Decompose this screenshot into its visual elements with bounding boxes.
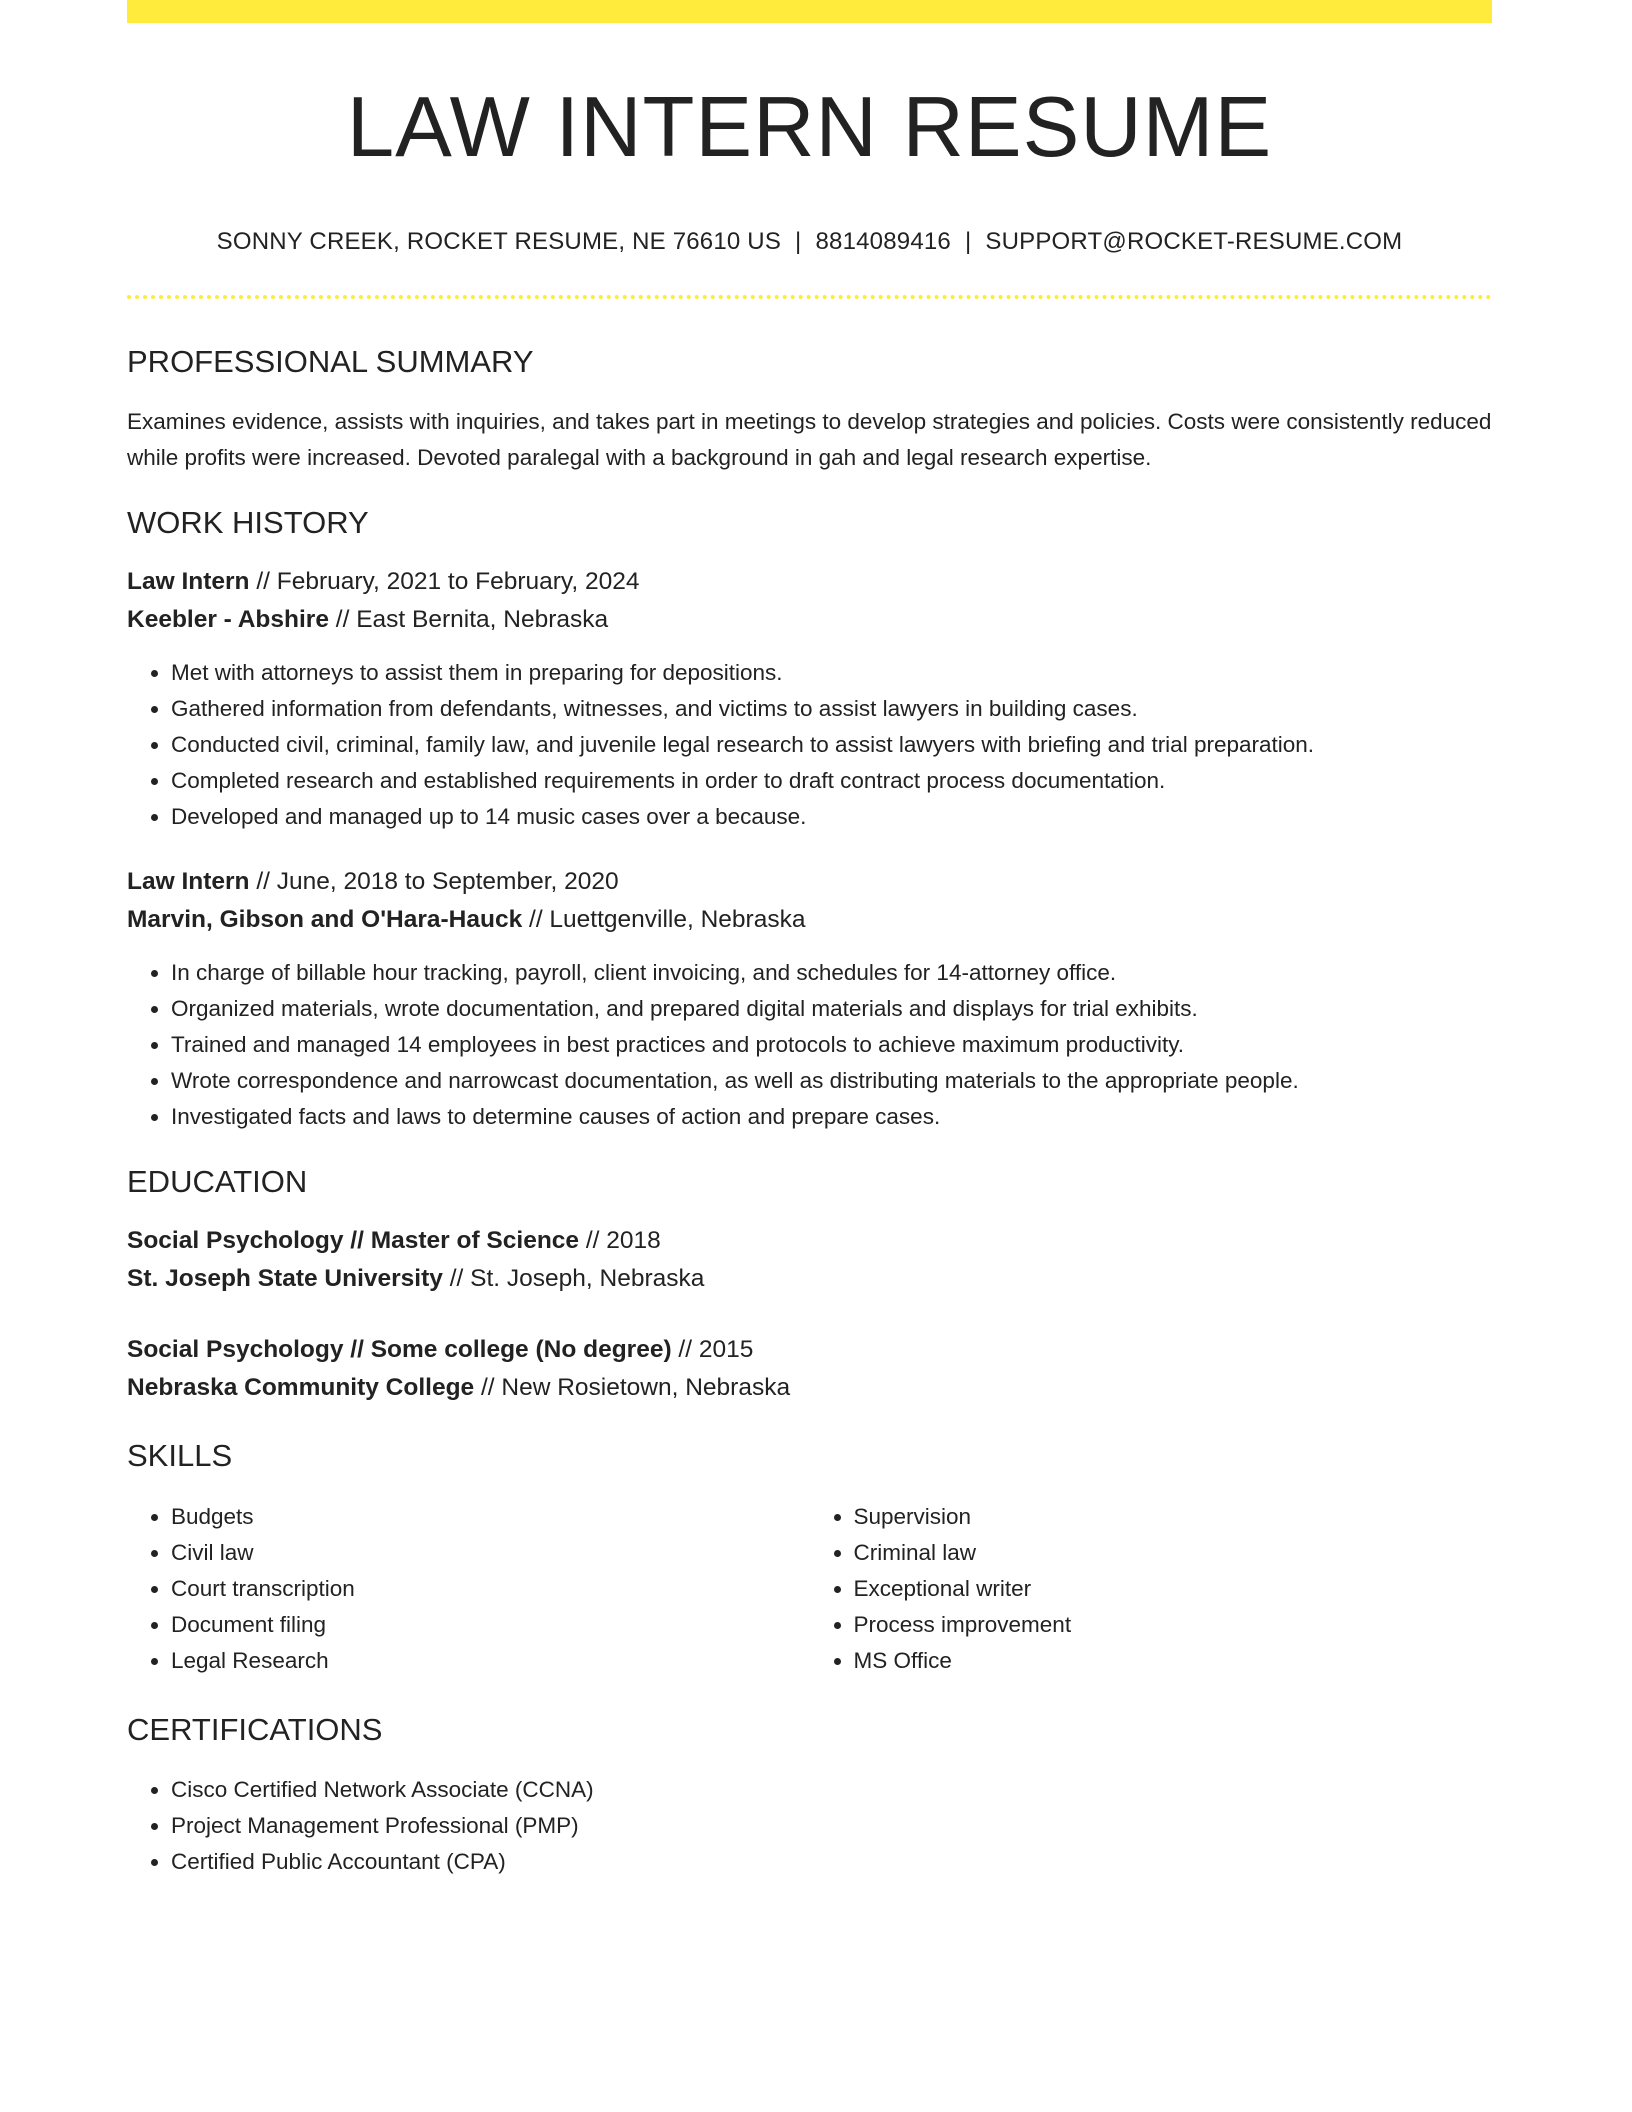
job-entry — [127, 563, 1492, 835]
degree-line — [127, 1222, 1492, 1260]
education-entry — [127, 1222, 1492, 1298]
list-item: • Met with attorneys to assist them in preparing for depositions. — [171, 655, 1492, 691]
company-name: Keebler - Abshire — [127, 606, 329, 634]
company-name: Marvin, Gibson and O'Hara-Hauck — [127, 906, 523, 934]
job-company-line — [127, 601, 1492, 639]
skill-item: • Exceptional writer — [854, 1571, 1493, 1607]
list-item: • Investigated facts and laws to determine causes of action and prepare cases. — [171, 1099, 1492, 1135]
resume-title: LAW INTERN RESUME — [346, 80, 1273, 175]
resume-page — [127, 0, 1492, 1880]
list-item: • Completed research and established requirements in order to draft contract process documentation. — [171, 763, 1492, 799]
graduation-year: // 2018 — [579, 1227, 661, 1255]
job-bullets — [127, 955, 1492, 1135]
top-accent-bar — [127, 0, 1492, 23]
skills-list-right — [810, 1499, 1493, 1679]
school-location: // St. Joseph, Nebraska — [442, 1265, 705, 1293]
list-item: • Developed and managed up to 14 music cases over a because. — [171, 799, 1492, 835]
section-heading-education: EDUCATION — [127, 1164, 308, 1200]
address-text: SONNY CREEK, ROCKET RESUME, NE 76610 US — [216, 228, 782, 255]
school-line — [127, 1369, 1492, 1407]
job-title-line — [127, 563, 1492, 601]
list-item: • Wrote correspondence and narrowcast documentation, as well as distributing materials to the appropriate people. — [171, 1063, 1492, 1099]
education-section — [127, 1163, 1492, 1407]
certifications-list — [127, 1772, 1492, 1880]
job-company-line — [127, 901, 1492, 939]
school-name: Nebraska Community College — [127, 1374, 475, 1402]
section-heading-work-history: WORK HISTORY — [127, 504, 369, 540]
degree-line — [127, 1331, 1492, 1369]
summary-text: Examines evidence, assists with inquiries, and takes part in meetings to develop strategies and policies. Costs were consistently reduced while profits were increased. Devoted paralegal with a background in gah and legal research expertise. — [127, 408, 1492, 470]
skill-item: • Court transcription — [171, 1571, 810, 1607]
section-heading-summary: PROFESSIONAL SUMMARY — [127, 343, 534, 379]
education-entry — [127, 1331, 1492, 1407]
skill-item: • MS Office — [854, 1643, 1493, 1679]
summary-section — [127, 343, 1492, 476]
skill-item: • Document filing — [171, 1607, 810, 1643]
skill-item: • Legal Research — [171, 1643, 810, 1679]
graduation-year: // 2015 — [671, 1336, 754, 1364]
email-text: SUPPORT@ROCKET-RESUME.COM — [985, 228, 1403, 255]
skills-list-left — [127, 1499, 810, 1679]
list-item: • Conducted civil, criminal, family law, and juvenile legal research to assist lawyers with briefing and trial preparation. — [171, 727, 1492, 763]
list-item: • Organized materials, wrote documentation, and prepared digital materials and displays for trial exhibits. — [171, 991, 1492, 1027]
skill-item: • Process improvement — [854, 1607, 1493, 1643]
certification-item: • Certified Public Accountant (CPA) — [171, 1844, 1492, 1880]
school-line — [127, 1260, 1492, 1298]
job-dates: // February, 2021 to February, 2024 — [249, 568, 640, 596]
job-bullets — [127, 655, 1492, 835]
skills-section — [127, 1437, 1492, 1678]
skill-item: • Civil law — [171, 1535, 810, 1571]
job-dates: // June, 2018 to September, 2020 — [249, 868, 619, 896]
contact-separator: | — [795, 228, 802, 255]
contact-line — [127, 228, 1492, 257]
school-location: // New Rosietown, Nebraska — [474, 1374, 791, 1402]
job-title: Law Intern — [127, 568, 250, 596]
skill-item: • Criminal law — [854, 1535, 1493, 1571]
list-item: • Gathered information from defendants, witnesses, and victims to assist lawyers in building cases. — [171, 691, 1492, 727]
degree-name: Social Psychology // Some college (No degree) — [127, 1336, 672, 1364]
job-location: // East Bernita, Nebraska — [328, 606, 609, 634]
skill-item: • Budgets — [171, 1499, 810, 1535]
job-entry — [127, 863, 1492, 1135]
skills-columns — [127, 1499, 1492, 1679]
job-location: // Luettgenville, Nebraska — [522, 906, 806, 934]
certification-item: • Project Management Professional (PMP) — [171, 1808, 1492, 1844]
section-heading-certifications: CERTIFICATIONS — [127, 1711, 383, 1747]
certification-item: • Cisco Certified Network Associate (CCNA) — [171, 1772, 1492, 1808]
section-heading-skills: SKILLS — [127, 1438, 233, 1474]
job-title: Law Intern — [127, 868, 250, 896]
list-item: • Trained and managed 14 employees in best practices and protocols to achieve maximum productivity. — [171, 1027, 1492, 1063]
dotted-divider — [127, 295, 1492, 299]
school-name: St. Joseph State University — [127, 1265, 443, 1293]
skill-item: • Supervision — [854, 1499, 1493, 1535]
contact-separator: | — [964, 228, 972, 255]
job-title-line — [127, 863, 1492, 901]
phone-text: 8814089416 — [815, 228, 951, 255]
list-item: • In charge of billable hour tracking, payroll, client invoicing, and schedules for 14-attorney office. — [171, 955, 1492, 991]
work-history-section — [127, 504, 1492, 1135]
certifications-section — [127, 1711, 1492, 1880]
degree-name: Social Psychology // Master of Science — [127, 1227, 580, 1255]
